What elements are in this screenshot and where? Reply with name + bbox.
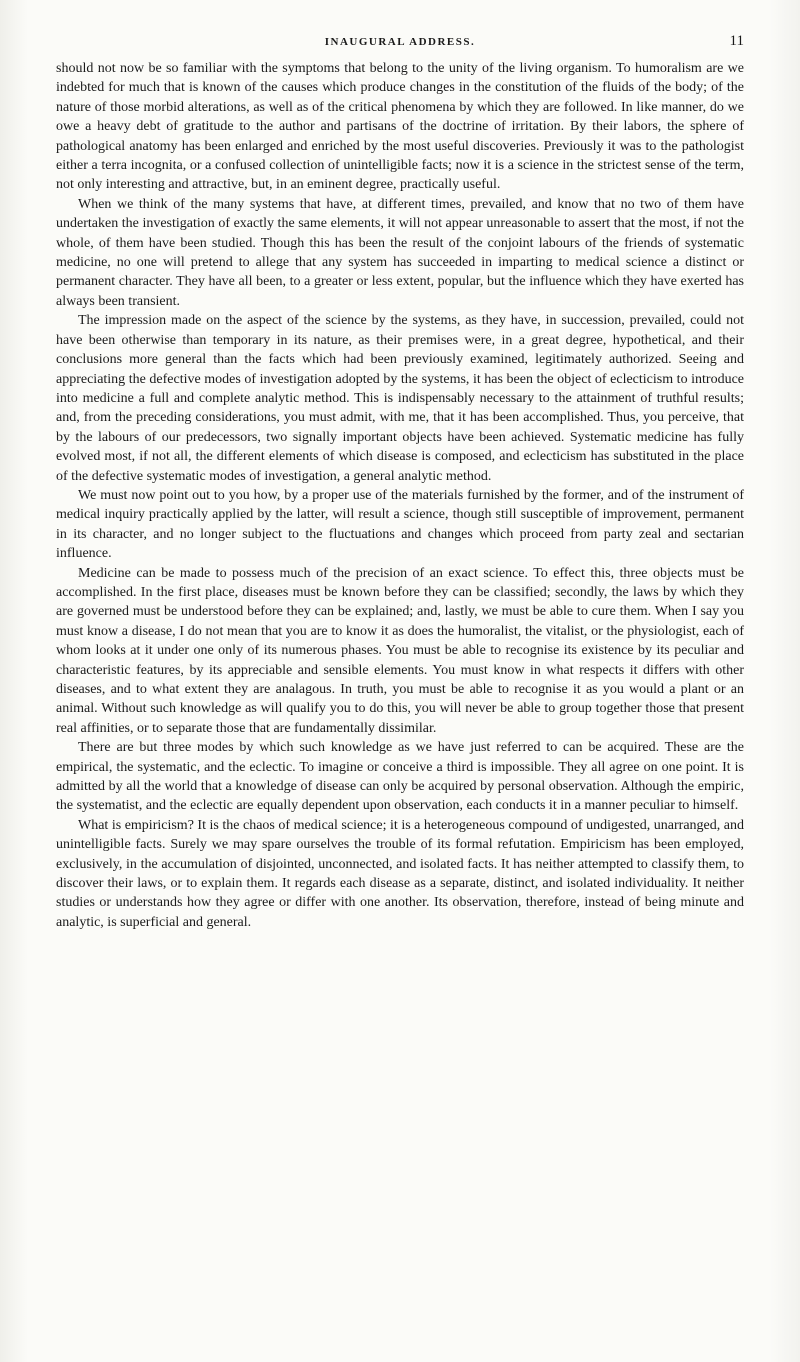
paragraph: There are but three modes by which such knowledge as we have just referred to can be acquired. These are the empirical, the systematic, and the eclectic. To imagine or conceive a third is impossible. They all agree on one point. It is admitted by all the world that a knowledge of disease can only be acquired by personal observation. Although the empiric, the systematist, and the eclectic are equally dependent upon observation, each conducts it in a manner peculiar to himself. [56,740,744,814]
paragraph: We must now point out to you how, by a proper use of the materials furnished by the former, and of the instrument of medical inquiry practically applied by the latter, will result a science, though still susceptible of improvement, permanent in its character, and no longer subject to the fluctuations and changes which proceed from party zeal and sectarian influence. [56,487,744,562]
running-title: INAUGURAL ADDRESS. [324,36,476,48]
page-number: 11 [729,33,744,49]
paragraph: Medicine can be made to possess much of the precision of an exact science. To effect this, three objects must be accomplished. In the first place, diseases must be known before they can be classified; secondly, the laws by which they are governed must be understood before they can be explained; and, lastly, we must be able to cure them. When I say you must know a disease, I do not mean that you are to know it as does the humoralist, the vitalist, or the physiologist, each of whom looks at it under one only of its numerous phases. You must be able to recognise its existence by its peculiar and characteristic features, by its appreciable and sensible elements. You must know in what respects it differs with other diseases, and to what extent they are analagous. In truth, you must be able to recognise it as you would a plant or an animal. Without such knowledge as will qualify you to do this, you will never be able to group together those that present real affinities, or to separate those that are fundamentally dissimilar. [56,565,744,736]
paragraph: When we think of the many systems that have, at different times, prevailed, and know that no two of them have undertaken the investigation of exactly the same elements, it will not appear unreasonable to assert that the most, if not the whole, of them have been studied. Though this has been the result of the conjoint labours of the friends of systematic medicine, no one will pretend to allege that any system has succeeded in imparting to medical science a distinct or permanent character. They have all been, to a greater or less extent, popular, but the influence which they have exerted has always been transient. [56,196,744,309]
paragraph: What is empiricism? It is the chaos of medical science; it is a heterogeneous compound of undigested, unarranged, and unintelligible facts. Surely we may spare ourselves the trouble of its formal refutation. Empiricism has been employed, exclusively, in the accumulation of disjointed, unconnected, and isolated facts. It has neither attempted to classify them, to discover their laws, or to explain them. It regards each disease as a separate, distinct, and isolated individuality. It neither studies or understands how they agree or differ with one another. Its observation, therefore, instead of being minute and analytic, is superficial and general. [56,817,744,930]
paragraph: The impression made on the aspect of the science by the systems, as they have, in succession, prevailed, could not have been otherwise than temporary in its nature, as their premises were, in a great degree, hypothetical, and their conclusions more general than the facts which had been previously examined, legitimately authorized. Seeing and appreciating the defective modes of investigation adopted by the systems, it has been the object of eclecticism to introduce into medicine a full and complete analytic method. This is indispensably necessary to the attainment of truthful results; and, from the preceding considerations, you must admit, with me, that it has been accomplished. Thus, you perceive, that by the labours of our predecessors, two signally important objects have been achieved. Systematic medicine has fully evolved most, if not all, the different elements of which disease is composed, and eclecticism has substituted in the place of the defective systematic modes of investigation, a general analytic method. [56,313,744,484]
paragraph: should not now be so familiar with the symptoms that belong to the unity of the living organism. To humoralism are we indebted for much that is known of the causes which produce changes in the constitution of the fluids of the body; of the nature of those morbid alterations, as well as of the critical phenomena by which they are followed. In like manner, do we owe a heavy debt of gratitude to the author and partisans of the doctrine of irritation. By their labors, the sphere of pathological anatomy has been enlarged and enriched by the most useful discoveries. Previously it was to the pathologist either a terra incognita, or a confused collection of unintelligible facts; now it is a science in the strictest sense of the term, not only interesting and attractive, but, in an eminent degree, practically useful. [56,61,744,193]
body-text [56,59,744,932]
running-head [0,2,800,49]
